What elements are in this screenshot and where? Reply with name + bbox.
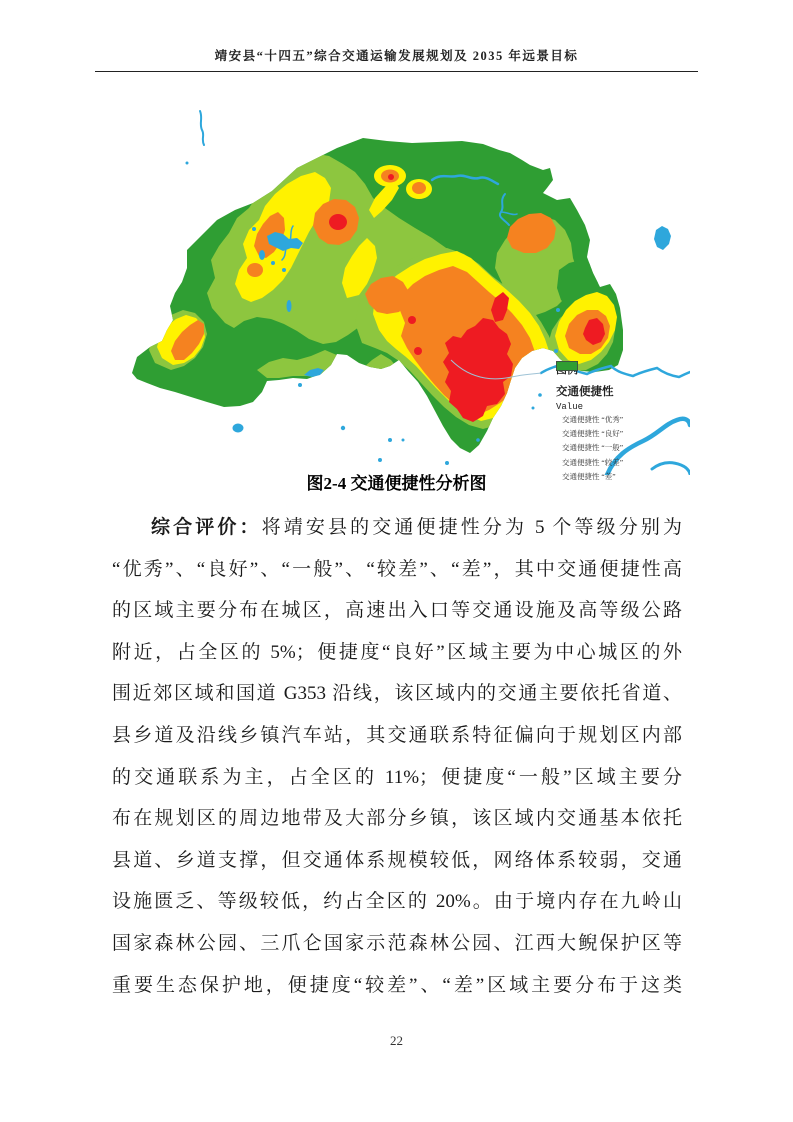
traffic-convenience-map (107, 108, 690, 481)
header-title: 靖安县“十四五”综合交通运输发展规划及 2035 年远景目标 (214, 49, 579, 63)
paragraph-line: 国家森林公园、三爪仑国家示范森林公园、江西大鲵保护区等 (112, 932, 682, 954)
legend-item-label: 交通便捷性 “一般” (562, 443, 624, 453)
header-rule (95, 71, 698, 72)
paragraph-line: 布在规划区的周边地带及大部分乡镇，该区域内交通基本依托 (112, 808, 682, 830)
paragraph-line: 围近郊区域和国道 G353 沿线，该区域内的交通主要依托省道、 (112, 683, 682, 705)
legend-swatch-bad-icon (556, 361, 578, 371)
paragraph-line: 的区域主要分布在城区，高速出入口等交通设施及高等级公路 (112, 600, 682, 622)
paragraph-line: “优秀”、“良好”、“一般”、“较差”、“差”，其中交通便捷性高 (112, 558, 682, 580)
map-legend (556, 361, 696, 483)
legend-item-label: 交通便捷性 “差” (562, 471, 616, 481)
paragraph-line: 附近，占全区的 5%；便捷度“良好”区域主要为中心城区的外 (112, 641, 682, 663)
legend-item-excellent (556, 413, 696, 426)
paragraph-line: 县乡道及沿线乡镇汽车站，其交通联系特征偏向于规划区内部 (112, 724, 682, 746)
legend-item-average (556, 441, 696, 454)
legend-value-label: Value (556, 402, 584, 412)
legend-item-label: 交通便捷性 “较差” (562, 457, 624, 467)
paragraph-line: 重要生态保护地，便捷度“较差”、“差”区域主要分布于这类 (112, 974, 682, 996)
body-paragraph (112, 507, 682, 1006)
legend-item-poor (556, 456, 696, 469)
paragraph-text: 将靖安县的交通便捷性分为 5 个等级分别为 (261, 517, 682, 538)
legend-item-good (556, 427, 696, 440)
paragraph-line: 的交通联系为主，占全区的 11%；便捷度“一般”区域主要分 (112, 766, 682, 788)
paragraph-line: 设施匮乏、等级较低，约占全区的 20%。由于境内存在九岭山 (112, 891, 682, 913)
figure-caption: 图2-4 交通便捷性分析图 (306, 474, 487, 493)
legend-item-label: 交通便捷性 “良好” (562, 429, 624, 439)
paragraph-line (112, 507, 682, 549)
legend-item-label: 交通便捷性 “优秀” (562, 415, 624, 425)
paragraph-line: 县道、乡道支撑，但交通体系规模较低，网络体系较弱，交通 (112, 849, 682, 871)
paragraph-lead: 综合评价： (151, 517, 262, 538)
legend-subtitle: 交通便捷性 (556, 386, 614, 398)
page-number: 22 (390, 1033, 403, 1048)
